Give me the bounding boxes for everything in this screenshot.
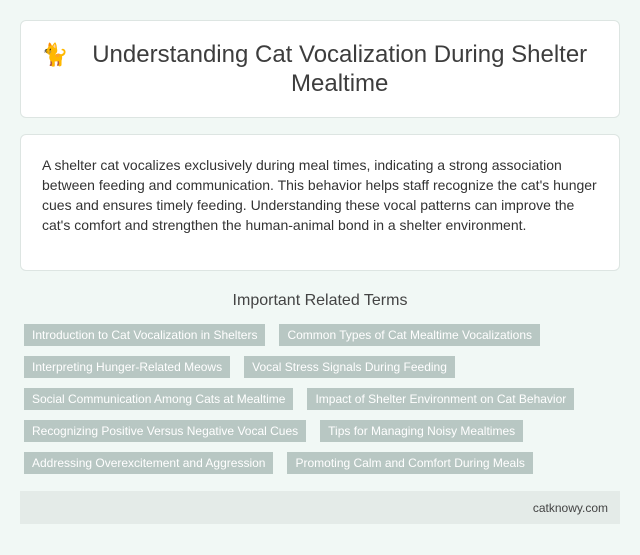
related-terms-heading: Important Related Terms — [232, 292, 408, 309]
title-card — [20, 20, 620, 118]
summary-card — [20, 134, 620, 271]
title-wrap — [41, 40, 599, 98]
related-term-tag[interactable]: Interpreting Hunger-Related Meows — [24, 356, 230, 378]
related-term-tag[interactable]: Tips for Managing Noisy Mealtimes — [320, 420, 523, 442]
related-term-tag[interactable]: Promoting Calm and Comfort During Meals — [287, 452, 532, 474]
related-term-tag[interactable]: Vocal Stress Signals During Feeding — [244, 356, 455, 378]
related-term-tag[interactable]: Addressing Overexcitement and Aggression — [24, 452, 273, 474]
summary-text: A shelter cat vocalizes exclusively during meal times, indicating a strong association between feeding and communication. This behavior helps staff recognize the cat's hunger cues and ensures timely feeding. Understanding these vocal patterns can improve the cat's comfort and strengthen the human-animal bond in a shelter environment. — [42, 157, 597, 233]
footer — [20, 491, 620, 524]
page-title: Understanding Cat Vocalization During Shelter Mealtime — [92, 41, 588, 97]
related-term-tag[interactable]: Common Types of Cat Mealtime Vocalizations — [279, 324, 540, 346]
related-term-tag[interactable]: Social Communication Among Cats at Mealtime — [24, 388, 293, 410]
related-term-tag[interactable]: Impact of Shelter Environment on Cat Behavior — [307, 388, 574, 410]
cat-icon: 🐈 — [41, 42, 69, 67]
related-term-tag[interactable]: Recognizing Positive Versus Negative Vocal Cues — [24, 420, 306, 442]
related-term-tag[interactable]: Introduction to Cat Vocalization in Shelters — [24, 324, 265, 346]
site-name[interactable]: catknowy.com — [532, 500, 608, 515]
related-terms-list — [20, 324, 620, 474]
